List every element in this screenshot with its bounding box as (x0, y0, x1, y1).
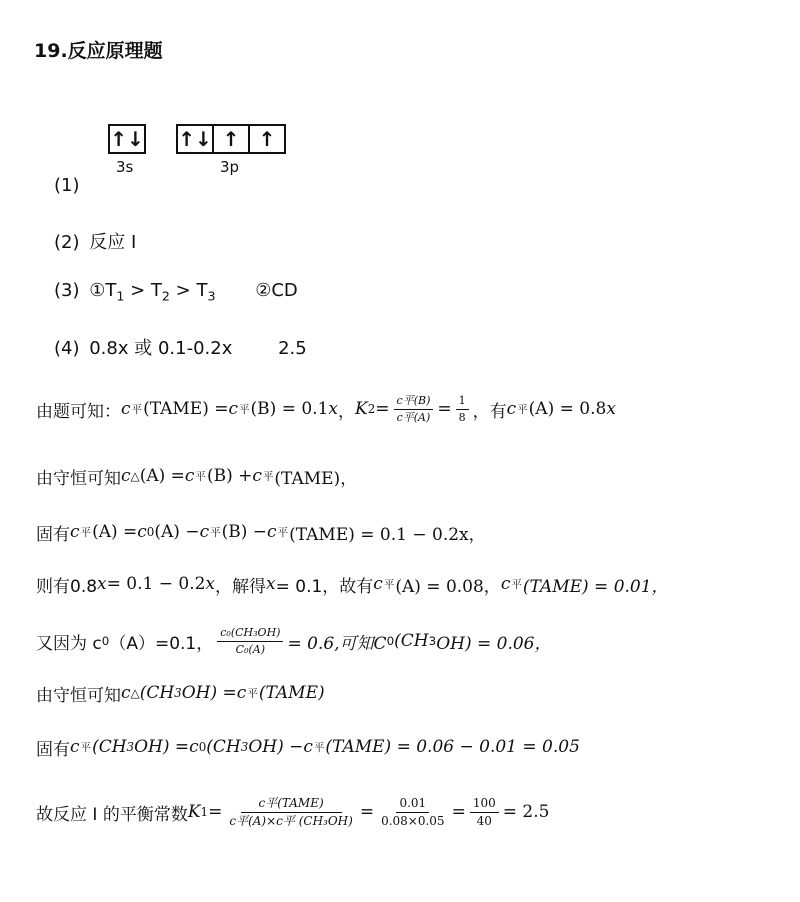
derivation-line-1: 由题可知： c 平 (TAME) = c 平 (B) = 0.1 x ， K 2 = $\frac{\text{c平(B)}}{\text{c平(A)}}$ = $\frac{1}{8}$ ，有 c 平 (A) = 0.8 x (36, 394, 616, 424)
part-4-answer-a: 0.8x 或 0.1-0.2x (89, 338, 233, 359)
derivation-line-5: 又因为 c 0 （A）=0.1， $\frac{\text{c₀(CH₃OH)}}{\text{C₀(A)}}$ = 0.6,可知C 0 (CH 3 OH) = 0.06， (36, 626, 552, 656)
derivation-line-7: 固有 c 平 (CH 3 OH) = c 0 (CH 3 OH) − c 平 (TAME) = 0.06 − 0.01 = 0.05 (36, 737, 580, 760)
part-4 (54, 334, 307, 360)
part-1-label: (1) (54, 175, 80, 196)
part-4-label: (4) (54, 338, 80, 359)
page-title: 19.反应原理题 (34, 40, 163, 62)
part-3-answer-a: $①T_1 > T_2 > T_3$ (89, 280, 216, 304)
part-3 (54, 280, 298, 304)
orbital-3s-box (108, 124, 146, 154)
k1-fraction: $\frac{\text{c平(TAME)}}{\text{c平(A)×c平 (CH₃OH)}}$ (229, 795, 353, 828)
part-2-answer: 反应 I (89, 232, 137, 253)
k1-simplified-fraction: $\frac{100}{40}$ (470, 796, 499, 828)
orbital-3p-cell-2: ↑ (212, 126, 248, 152)
derivation-line-3: 固有 c 平 (A) = c 0 (A) − c 平 (B) − c 平 (TAME) = 0.1 − 0.2x， (36, 522, 486, 545)
orbital-3p-box (176, 124, 286, 154)
one-eighth-fraction: $\frac{1}{8}$ (456, 394, 469, 423)
derivation-line-4: 则有0.8 x = 0.1 − 0.2 x ，解得 x = 0.1，故有 c 平 (A) = 0.08， c 平 (TAME) = 0.01， (36, 574, 669, 597)
orbital-3s-cell: ↑↓ (110, 127, 144, 151)
k1-numeric-fraction: $\frac{0.01}{0.08\times 0.05}$ (381, 796, 445, 828)
part-2-label: (2) (54, 232, 80, 253)
c0-ratio-fraction: $\frac{\text{c₀(CH₃OH)}}{\text{C₀(A)}}$ (217, 626, 283, 655)
part-2 (54, 228, 136, 254)
k2-fraction: $\frac{\text{c平(B)}}{\text{c平(A)}}$ (394, 394, 434, 423)
part-3-label: (3) (54, 280, 80, 301)
part-3-answer-b: ②CD (255, 280, 298, 301)
orbital-3p-label: 3p (220, 158, 240, 176)
derivation-line-8: 故反应 I 的平衡常数 K 1 = $\frac{\text{c平(TAME)}}{\text{c平(A)×c平 (CH₃OH)}}$ = $\frac{0.01}{0.08\times 0.05}$ = $\frac{100}{40}$ = 2.5 (36, 795, 550, 828)
part-4-answer-b: 2.5 (278, 338, 307, 359)
orbital-3p-cell-3: ↑ (248, 126, 284, 152)
derivation-line-2: 由守恒可知 c △ (A) = c 平 (B) + c 平 (TAME)， (36, 466, 358, 489)
orbital-3p-cell-1: ↑↓ (178, 127, 212, 151)
derivation-line-6: 由守恒可知 c △ (CH 3 OH) = c 平 (TAME) (36, 683, 325, 706)
orbital-3s-label: 3s (116, 158, 134, 176)
